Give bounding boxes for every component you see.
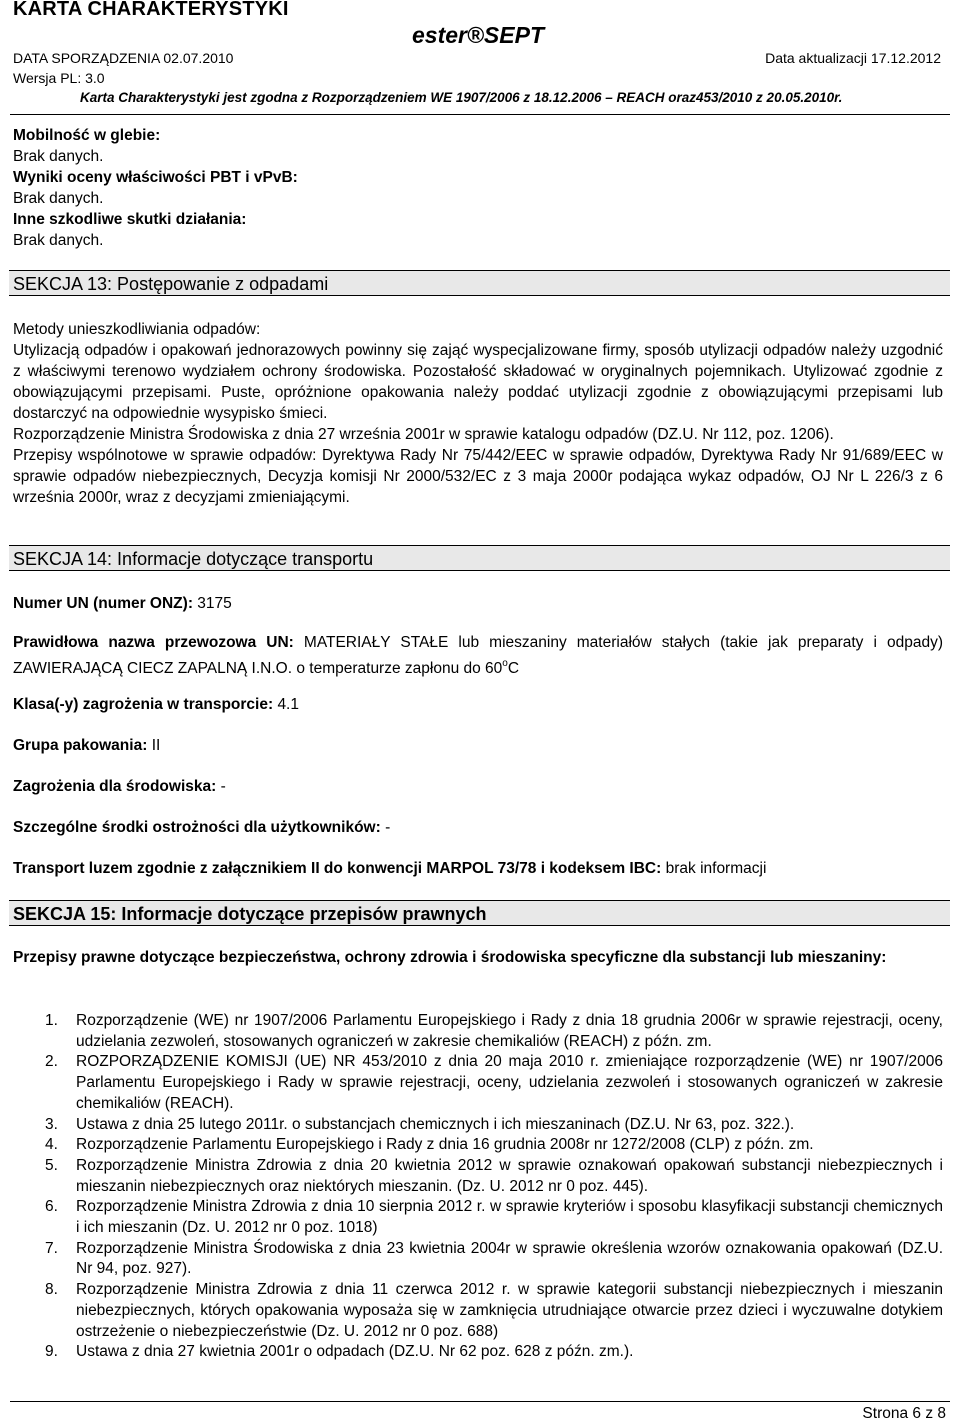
list-item: 3. Ustawa z dnia 25 lutego 2011r. o substancjach chemicznych i ich mieszaninach (DZ.U. Nr 63, poz. 322.). xyxy=(45,1115,795,1133)
user-precautions-label: Szczególne środki ostrożności dla użytkowników: xyxy=(13,819,381,836)
list-item: 7. Rozporządzenie Ministra Środowiska z dnia 23 kwietnia 2004r w sprawie określenia wzorów oznakowania opakowań (DZ.U. Nr 94, poz. 927). xyxy=(45,1239,943,1278)
hazard-class-label: Klasa(-y) zagrożenia w transporcie: xyxy=(13,696,274,713)
regulations-intro: Przepisy prawne dotyczące bezpieczeństwa, ochrony zdrowia i środowiska specyficzne dla substancji lub mieszaniny: xyxy=(13,949,887,966)
pbt-value: Brak danych. xyxy=(13,190,104,207)
degree-sup: o xyxy=(502,658,508,669)
section-14-heading: SEKCJA 14: Informacje dotyczące transportu xyxy=(9,545,950,571)
packing-group xyxy=(13,735,943,756)
marpol-label: Transport luzem zgodnie z załącznikiem II do konwencji MARPOL 73/78 i kodeksem IBC: xyxy=(13,860,662,877)
footer-divider xyxy=(10,1401,950,1402)
environmental-hazards-value: - xyxy=(220,778,226,795)
un-number-label: Numer UN (numer ONZ): xyxy=(13,595,193,612)
disposal-paragraph-1: Utylizacją odpadów i opakowań jednorazowych powinny się zająć wyspecjalizowane firmy, sposób utylizacji odpadów należy uzgodnić z właściwymi terenowo wydziałem ochrony środowiska. Pozostałość składować w oryginalnych pojemnikach. Utylizować zgodnie z obowiązującymi przepisami. Puste, opróżnione opakowania należy poddać utylizacji zgodnie z obowiązującymi przepisami lub dostarczyć na odpowiednie wysypisko śmieci. xyxy=(13,342,943,422)
section-12-tail xyxy=(13,125,943,251)
product-brand: ester®SEPT xyxy=(412,22,545,48)
user-precautions xyxy=(13,817,943,838)
section-13-body xyxy=(13,319,943,508)
user-precautions-value: - xyxy=(385,819,391,836)
section-13-heading: SEKCJA 13: Postępowanie z odpadami xyxy=(9,270,950,296)
marpol-transport xyxy=(13,858,943,879)
list-item: 1. Rozporządzenie (WE) nr 1907/2006 Parlamentu Europejskiego i Rady z dnia 18 grudnia 2006r w sprawie rejestracji, oceny, udzielania zezwoleń, stosowanych ograniczeń w zakresie chemikaliów (REACH) z późn. zm. xyxy=(45,1012,943,1050)
disposal-paragraph-3: Przepisy wspólnotowe w sprawie odpadów: Dyrektywa Rady Nr 75/442/EEC w sprawie odpadów, Dyrektywa Rady Nr 91/689/EEC w sprawie odpadów niebezpiecznych, Decyzja komisji Nr 2000/532/EC z 3 maja 2000r podająca wykaz odpadów, OJ Nr L 226/3 z 6 września 2000r, wraz z decyzjami zmieniającymi. xyxy=(13,447,943,506)
environmental-hazards-label: Zagrożenia dla środowiska: xyxy=(13,778,217,795)
hazard-class xyxy=(13,694,943,715)
mobility-label: Mobilność w glebie: xyxy=(13,127,161,144)
regulations-list xyxy=(45,1011,943,1363)
version: Wersja PL: 3.0 xyxy=(13,70,105,86)
environmental-hazards xyxy=(13,776,943,797)
list-item: 9. Ustawa z dnia 27 kwietnia 2001r o odpadach (DZ.U. Nr 62 poz. 628 z późn. zm.). xyxy=(45,1343,634,1361)
un-number xyxy=(13,593,943,614)
shipping-name-label: Prawidłowa nazwa przewozowa UN: xyxy=(13,634,294,651)
disposal-methods-label: Metody unieszkodliwiania odpadów: xyxy=(13,321,261,338)
mobility-value: Brak danych. xyxy=(13,148,104,165)
temperature-unit: C xyxy=(507,660,520,677)
list-item: 5. Rozporządzenie Ministra Zdrowia z dnia 20 kwietnia 2012 w sprawie oznakowań opakowań substancji niebezpiecznych i mieszanin niebezpiecznych oraz niektórych mieszanin. (Dz. U. 2012 nr 0 poz. 445). xyxy=(45,1156,943,1195)
disposal-paragraph-2: Rozporządzenie Ministra Środowiska z dnia 27 września 2001r w sprawie katalogu odpadów (DZ.U. Nr 112, poz. 1206). xyxy=(13,426,834,443)
list-item: 6. Rozporządzenie Ministra Zdrowia z dnia 10 sierpnia 2012 r. w sprawie kryteriów i sposobu klasyfikacji substancji chemicznych i ich mieszanin (Dz. U. 2012 nr 0 poz. 1018) xyxy=(45,1198,943,1237)
pbt-label: Wyniki oceny właściwości PBT i vPvB: xyxy=(13,169,298,186)
list-item: 4. Rozporządzenie Parlamentu Europejskiego i Rady z dnia 16 grudnia 2008r nr 1272/2008 (CLP) z późn. zm. xyxy=(45,1136,814,1154)
shipping-name xyxy=(13,632,943,679)
other-effects-label: Inne szkodliwe skutki działania: xyxy=(13,211,247,228)
list-item: 2. ROZPORZĄDZENIE KOMISJI (UE) NR 453/2010 z dnia 20 maja 2010 r. zmieniające rozporządzenie (WE) nr 1907/2006 Parlamentu Europejskiego i Rady w sprawie rejestracji, oceny, udzielania zezwoleń i stosowanych ograniczeń w zakresie chemikaliów (REACH). xyxy=(45,1053,943,1112)
marpol-value: brak informacji xyxy=(665,860,767,877)
shipping-name-value: MATERIAŁY STAŁE lub mieszaniny materiałów stałych (takie jak preparaty i odpady) ZAWIERAJĄCĄ CIECZ ZAPALNĄ I.N.O. o temperaturze zapłonu do 60 xyxy=(13,634,943,677)
other-effects-value: Brak danych. xyxy=(13,232,104,249)
list-item: 8. Rozporządzenie Ministra Zdrowia z dnia 11 czerwca 2012 r. w sprawie kategorii substancji niebezpiecznych i mieszanin niebezpiecznych, których opakowania wyposaża się w zamknięcia utrudniające otwarcie przez dzieci i wyczuwalne dotykiem ostrzeżenie o niebezpieczeństwie (Dz. U. 2012 nr 0 poz. 688) xyxy=(45,1281,943,1340)
page-number: Strona 6 z 8 xyxy=(862,1405,946,1422)
packing-group-value: II xyxy=(151,737,161,754)
update-date: Data aktualizacji 17.12.2012 xyxy=(765,50,941,66)
hazard-class-value: 4.1 xyxy=(277,696,299,713)
section-15-heading: SEKCJA 15: Informacje dotyczące przepisów prawnych xyxy=(9,900,950,926)
regulation-note: Karta Charakterystyki jest zgodna z Rozporządzeniem WE 1907/2006 z 18.12.2006 – REACH oraz453/2010 z 20.05.2010r. xyxy=(80,90,843,105)
header-divider xyxy=(10,114,950,115)
document-title: KARTA CHARAKTERYSTYKI xyxy=(13,0,289,20)
creation-date: DATA SPORZĄDZENIA 02.07.2010 xyxy=(13,50,234,66)
packing-group-label: Grupa pakowania: xyxy=(13,737,148,754)
un-number-value: 3175 xyxy=(197,595,232,612)
